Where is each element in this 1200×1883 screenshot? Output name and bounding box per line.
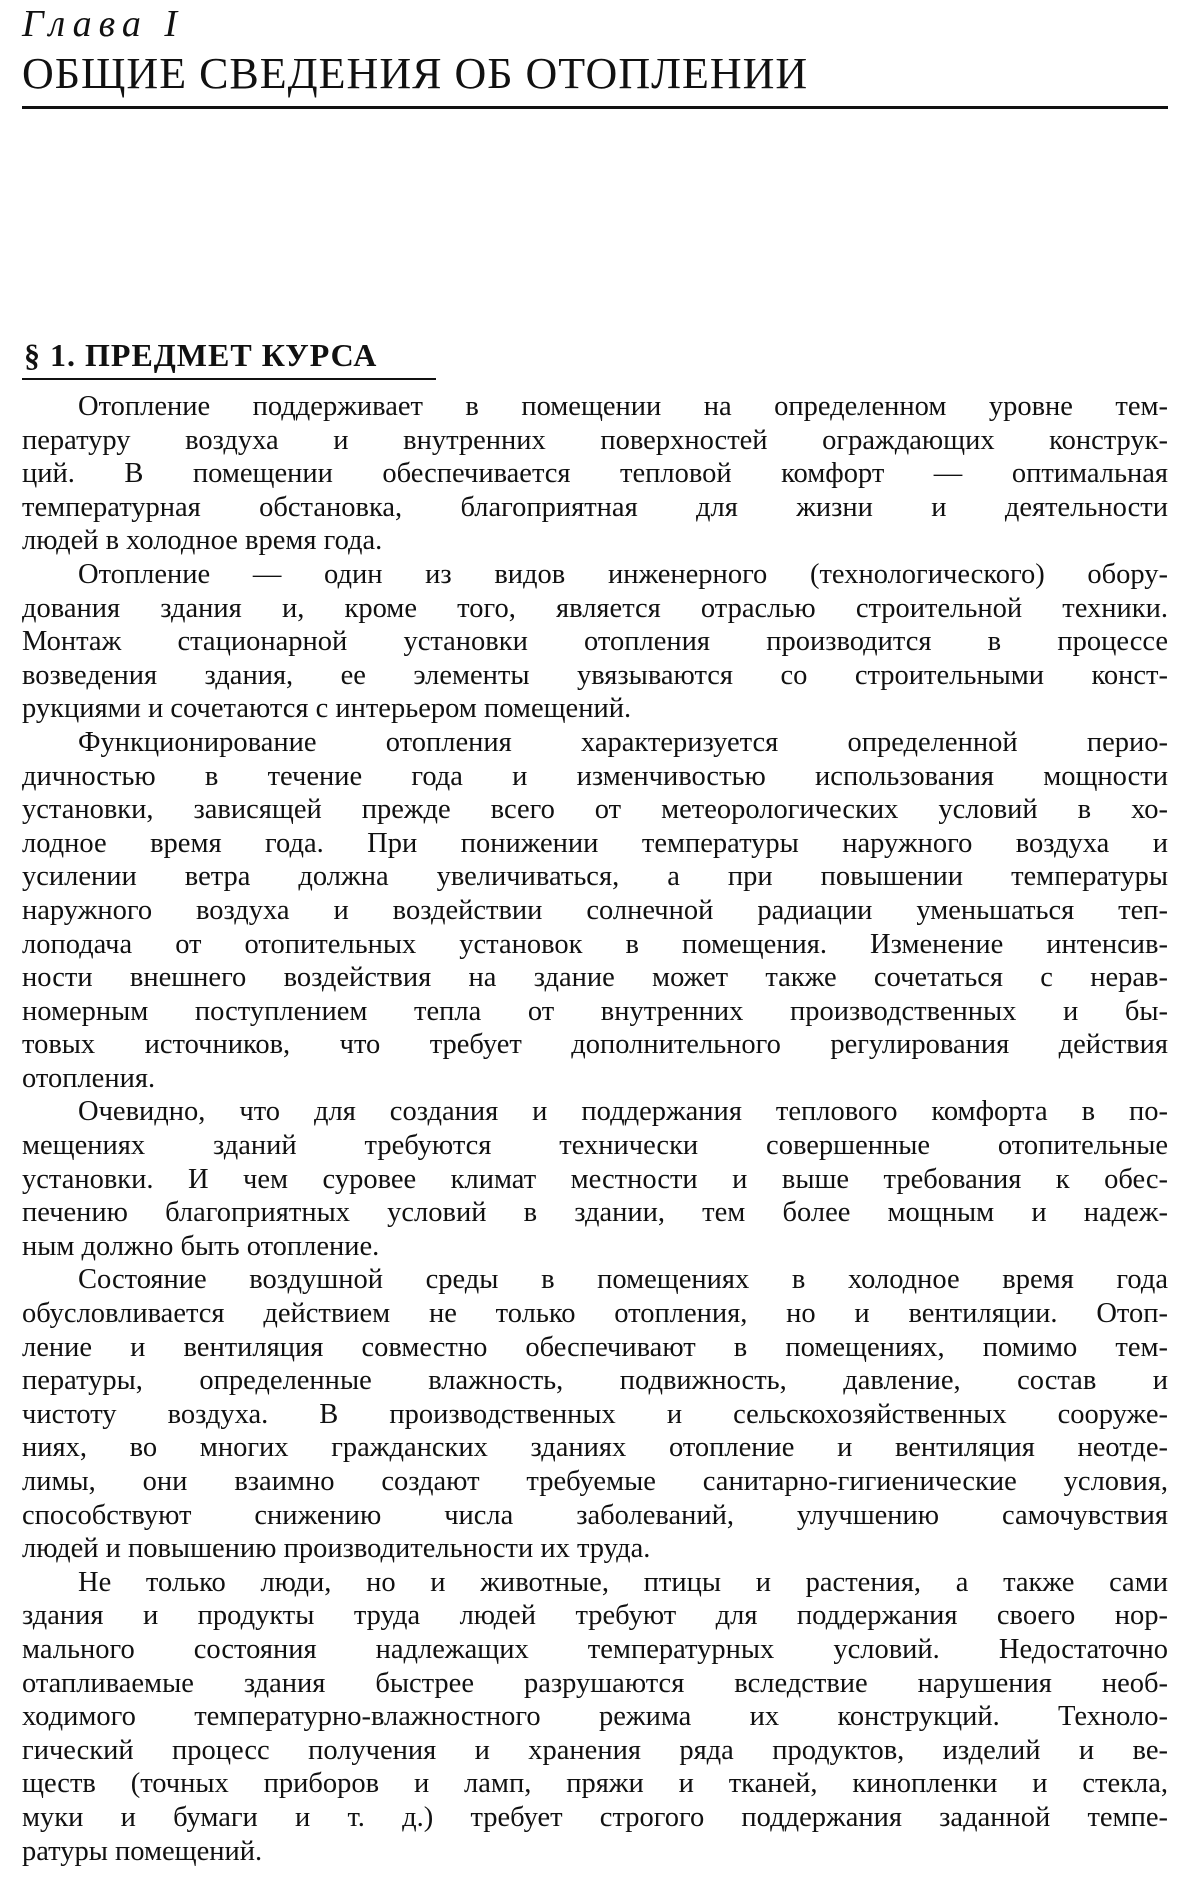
text-line: установки. И чем суровее климат местности и выше требования к обес- [22, 1163, 1168, 1195]
text-line: ниях, во многих гражданских зданиях отопление и вентиляция неотде- [22, 1432, 1168, 1464]
text-line: лоподача от отопительных установок в помещения. Изменение интенсив- [22, 928, 1168, 960]
chapter-title: ОБЩИЕ СВЕДЕНИЯ ОБ ОТОПЛЕНИИ [22, 49, 809, 98]
text-line: Не только люди, но и животные, птицы и растения, а также сами [78, 1566, 1168, 1598]
text-line: ным должно быть отопление. [22, 1230, 380, 1262]
text-line: здания и продукты труда людей требуют для поддержания своего нор- [22, 1600, 1168, 1632]
paragraph [22, 390, 1168, 558]
text-line: усилении ветра должна увеличиваться, а при повышении температуры [22, 861, 1168, 893]
text-line: дования здания и, кроме того, является отраслью строительной техники. [22, 592, 1168, 624]
text-line: способствуют снижению числа заболеваний, улучшению самочувствия [22, 1499, 1168, 1531]
book-page [22, 0, 1168, 1883]
text-line: наружного воздуха и воздействии солнечной радиации уменьшаться теп- [22, 894, 1168, 926]
text-line: товых источников, что требует дополнительного регулирования действия [22, 1029, 1168, 1061]
section-title: § 1. ПРЕДМЕТ КУРСА [24, 337, 378, 373]
text-line: ности внешнего воздействия на здание может также сочетаться с нерав- [22, 962, 1168, 994]
text-line: муки и бумаги и т. д.) требует строгого поддержания заданной темпе- [22, 1801, 1168, 1833]
text-line: Отопление поддерживает в помещении на определенном уровне тем- [78, 391, 1168, 422]
section-underline [22, 378, 436, 380]
text-line: температурная обстановка, благоприятная для жизни и деятельности [22, 491, 1168, 523]
text-line: номерным поступлением тепла от внутренних производственных и бы- [22, 995, 1168, 1027]
text-line: гический процесс получения и хранения ряда продуктов, изделий и ве- [22, 1734, 1168, 1766]
text-line: дичностью в течение года и изменчивостью использования мощности [22, 760, 1168, 792]
body-text [22, 390, 1168, 1868]
text-line: лодное время года. При понижении температуры наружного воздуха и [22, 827, 1168, 859]
text-line: ществ (точных приборов и ламп, пряжи и тканей, кинопленки и стекла, [22, 1768, 1168, 1800]
text-line: пературы, определенные влажность, подвижность, давление, состав и [22, 1365, 1168, 1397]
text-line: лимы, они взаимно создают требуемые санитарно-гигиенические условия, [22, 1466, 1168, 1497]
text-line: пературу воздуха и внутренних поверхностей ограждающих конструк- [22, 424, 1168, 456]
text-line: ление и вентиляция совместно обеспечивают в помещениях, помимо тем- [22, 1331, 1168, 1363]
text-line: установки, зависящей прежде всего от метеорологических условий в хо- [22, 794, 1168, 826]
text-line: Очевидно, что для создания и поддержания теплового комфорта в по- [78, 1096, 1168, 1128]
chapter-divider [22, 106, 1168, 109]
paragraph [22, 1566, 1168, 1868]
text-line: печению благоприятных условий в здании, тем более мощным и надеж- [22, 1197, 1168, 1229]
text-line: возведения здания, ее элементы увязываются со строительными конст- [22, 659, 1168, 691]
text-line: чистоту воздуха. В производственных и сельскохозяйственных сооруже- [22, 1398, 1168, 1430]
text-line: ходимого температурно-влажностного режима их конструкций. Техноло- [22, 1701, 1168, 1733]
text-line: отопления. [22, 1062, 156, 1094]
paragraph [22, 726, 1168, 1096]
text-line: отапливаемые здания быстрее разрушаются вследствие нарушения необ- [22, 1667, 1168, 1699]
text-line: ций. В помещении обеспечивается тепловой комфорт — оптимальная [22, 458, 1168, 490]
paragraph [22, 1263, 1168, 1565]
text-line: рукциями и сочетаются с интерьером помещений. [22, 693, 632, 725]
text-line: ратуры помещений. [22, 1835, 263, 1867]
chapter-label: Глава I [22, 3, 185, 45]
text-line: Состояние воздушной среды в помещениях в холодное время года [78, 1264, 1168, 1296]
text-line: людей и повышению производительности их труда. [22, 1533, 651, 1565]
text-line: Отопление — один из видов инженерного (технологического) обору- [78, 558, 1168, 590]
paragraph [22, 558, 1168, 726]
text-line: Функционирование отопления характеризуется определенной перио- [78, 726, 1168, 758]
paragraph [22, 1095, 1168, 1263]
text-line: обусловливается действием не только отопления, но и вентиляции. Отоп- [22, 1298, 1168, 1330]
text-line: Монтаж стационарной установки отопления производится в процессе [22, 626, 1168, 658]
text-line: людей в холодное время года. [22, 525, 383, 557]
text-line: мального состояния надлежащих температурных условий. Недостаточно [22, 1633, 1168, 1665]
text-line: мещениях зданий требуются технически совершенные отопительные [22, 1130, 1168, 1162]
